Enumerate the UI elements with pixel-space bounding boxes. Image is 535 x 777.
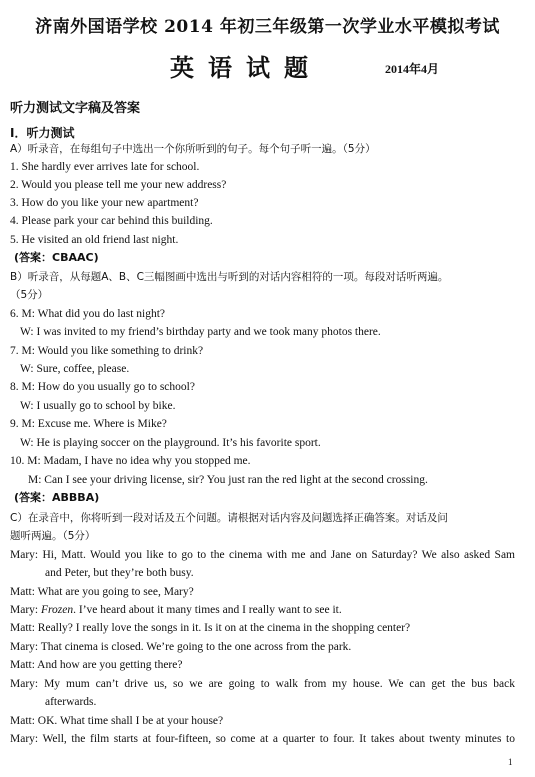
dialogue-line: Matt: What are you going to see, Mary? bbox=[10, 586, 194, 598]
dialogue-line: Mary: My mum can’t drive us, so we are going to walk from my house. We can get the bus back bbox=[10, 678, 515, 690]
dialogue-line: Matt: OK. What time shall I be at your house? bbox=[10, 715, 224, 727]
answer-line: M: Can I see your driving license, sir? You just ran the red light at the second crossing. bbox=[28, 474, 428, 486]
list-item: 2. Would you please tell me your new address? bbox=[10, 179, 227, 191]
subject-title: 英语试题 bbox=[170, 53, 322, 82]
question-line: 10. M: Madam, I have no idea why you stopped me. bbox=[10, 455, 251, 467]
answer-key: (答案：CBAAC) bbox=[14, 251, 99, 264]
part-heading: I．听力测试 bbox=[10, 126, 75, 140]
dialogue-line: Mary: That cinema is closed. We’re going to the one across from the park. bbox=[10, 641, 352, 653]
dialogue-line-cont: afterwards. bbox=[45, 696, 97, 708]
section-a-instruction: A）听录音，在每组句子中选出一个你所听到的句子。每个句子听一遍。（5分） bbox=[10, 143, 376, 155]
question-line: 6. M: What did you do last night? bbox=[10, 308, 166, 320]
section-title: 听力测试文字稿及答案 bbox=[10, 101, 141, 116]
dialogue-text: . I’ve heard about it many times and I really want to see it. bbox=[73, 604, 342, 616]
dialogue-line: Matt: Really? I really love the songs in it. Is it on at the cinema in the shopping center? bbox=[10, 622, 411, 634]
exam-date: 2014年4月 bbox=[385, 62, 440, 76]
list-item: 5. He visited an old friend last night. bbox=[10, 234, 179, 246]
question-line: 8. M: How do you usually go to school? bbox=[10, 381, 195, 393]
answer-line: W: He is playing soccer on the playground. It’s his favorite sport. bbox=[20, 437, 321, 449]
list-item: 4. Please park your car behind this building. bbox=[10, 215, 213, 227]
question-line: 7. M: Would you like something to drink? bbox=[10, 345, 204, 357]
answer-line: W: Sure, coffee, please. bbox=[20, 363, 130, 375]
dialogue-line: Mary: Well, the film starts at four-fifteen, so come at a quarter to four. It takes about twenty minutes to bbox=[10, 733, 515, 745]
dialogue-line-cont: and Peter, but they’re both busy. bbox=[45, 567, 194, 579]
exam-title: 济南外国语学校 2014 年初三年级第一次学业水平模拟考试 bbox=[35, 17, 500, 37]
section-b-instruction-cont: （5分） bbox=[10, 289, 49, 301]
section-c-instruction: C）在录音中，你将听到一段对话及五个问题。请根据对话内容及问题选择正确答案。对话及问 bbox=[10, 512, 448, 524]
dialogue-line bbox=[10, 603, 342, 617]
question-line: 9. M: Excuse me. Where is Mike? bbox=[10, 418, 167, 430]
list-item: 3. How do you like your new apartment? bbox=[10, 197, 199, 209]
dialogue-line: Mary: Hi, Matt. Would you like to go to the cinema with me and Jane on Saturday? We also asked Sam bbox=[10, 549, 515, 561]
answer-key: (答案：ABBBA) bbox=[14, 491, 100, 504]
film-title: Frozen bbox=[40, 604, 74, 616]
speaker-label: Mary: bbox=[10, 604, 41, 616]
dialogue-line: Matt: And how are you getting there? bbox=[10, 659, 183, 671]
section-b-instruction: B）听录音，从每题A、B、C三幅图画中选出与听到的对话内容相符的一项。每段对话听两遍。 bbox=[10, 271, 449, 283]
answer-line: W: I was invited to my friend’s birthday party and we took many photos there. bbox=[20, 326, 381, 338]
list-item: 1. She hardly ever arrives late for school. bbox=[10, 161, 200, 173]
section-c-instruction-cont: 题听两遍。（5分） bbox=[10, 530, 96, 542]
page-number: 1 bbox=[508, 757, 513, 767]
answer-line: W: I usually go to school by bike. bbox=[20, 400, 176, 412]
